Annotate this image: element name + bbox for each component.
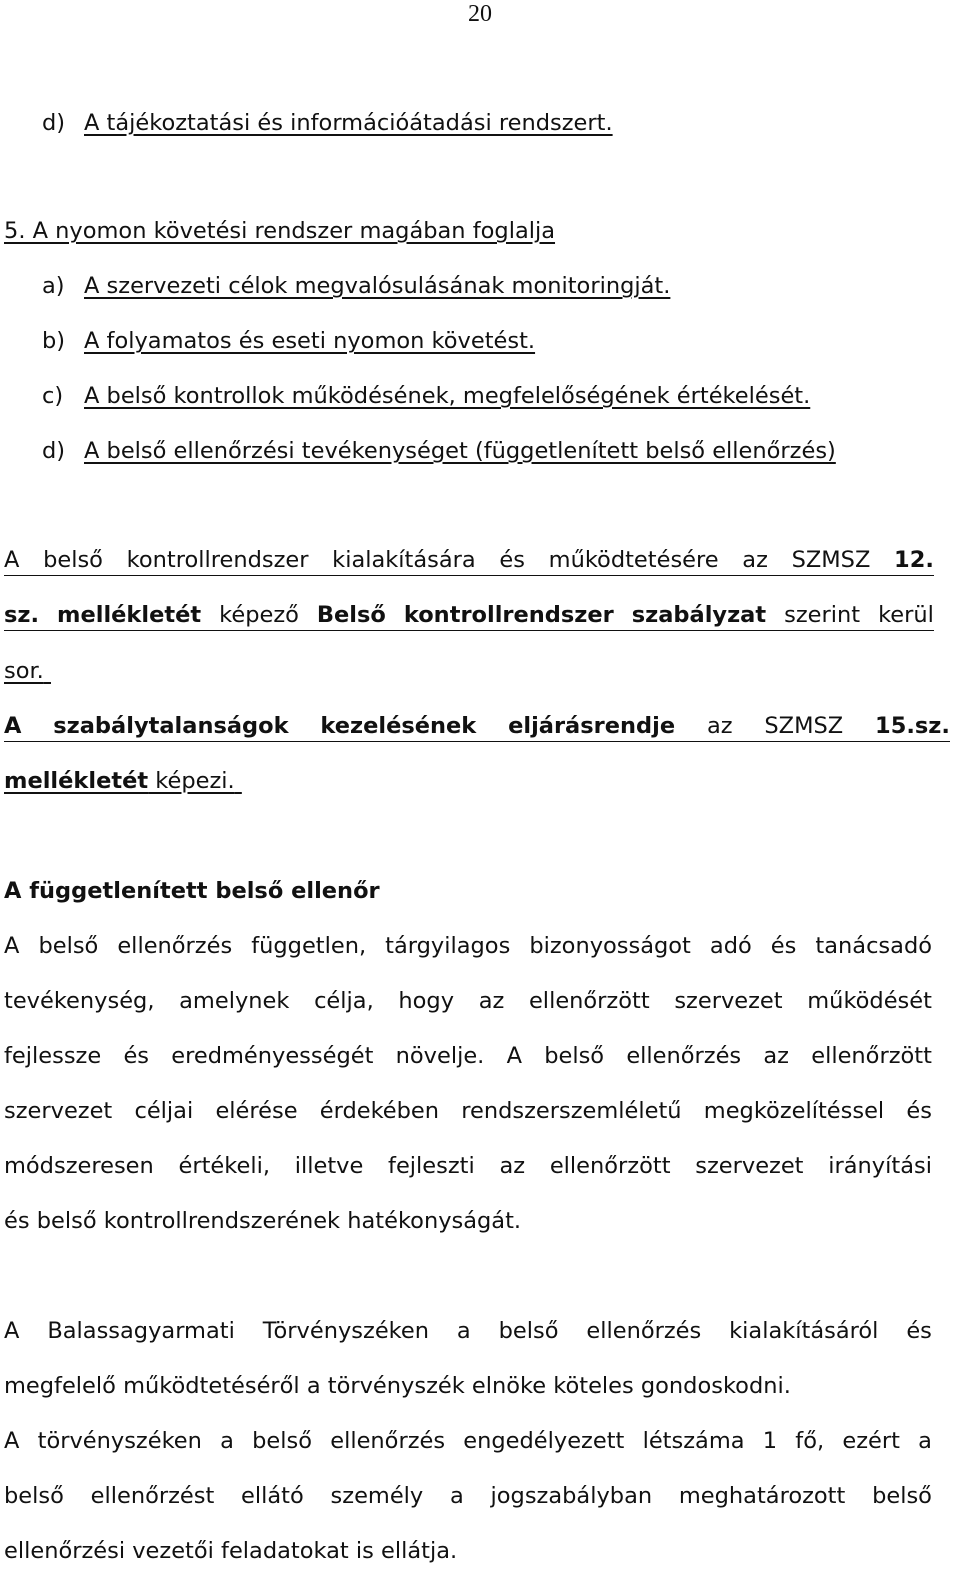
list-item-text: A folyamatos és eseti nyomon követést.: [84, 328, 536, 354]
word: az: [478, 988, 505, 1014]
word: céljai: [134, 1098, 194, 1124]
word: A: [4, 933, 20, 959]
page-number: 20: [468, 1, 492, 27]
list-item-b: [42, 326, 535, 356]
word: 12.: [894, 547, 934, 573]
kontroll-paragraph-line-2: [4, 600, 934, 631]
word: tevékenység,: [4, 988, 155, 1014]
szabalytalansag-paragraph-line-1: [4, 711, 950, 742]
word: belső: [43, 547, 103, 573]
word: 1: [762, 1428, 778, 1454]
word: célja,: [314, 988, 374, 1014]
word: a: [456, 1318, 471, 1344]
fuggetlenitett-line-4: [4, 1096, 932, 1126]
word: eljárásrendje: [508, 713, 676, 739]
list-marker: d): [42, 438, 66, 464]
word: kontrollrendszer: [403, 602, 614, 628]
word: az: [742, 547, 768, 573]
word: ellátó: [241, 1483, 304, 1509]
word: képezi.: [148, 768, 235, 794]
word: működtetésére: [548, 547, 719, 573]
word: amelynek: [179, 988, 290, 1014]
word: személy: [330, 1483, 424, 1509]
word: ezért: [842, 1428, 900, 1454]
list-marker: a): [42, 273, 65, 299]
word: az: [706, 713, 733, 739]
word: kerül: [878, 602, 934, 628]
word: a: [918, 1428, 932, 1454]
letszam-line-3: ellenőrzési vezetői feladatokat is ellátja.: [4, 1538, 458, 1564]
list-item-text: A tájékoztatási és információátadási rendszert.: [84, 110, 613, 136]
fuggetlenitett-line-6: és belső kontrollrendszerének hatékonyságát.: [4, 1208, 522, 1234]
fuggetlenitett-line-2: [4, 986, 932, 1016]
word: ellenőrzött: [528, 988, 650, 1014]
balassagyarmat-line-1: [4, 1316, 932, 1346]
word: működését: [807, 988, 932, 1014]
word: mellékletét: [57, 602, 202, 628]
word: kezelésének: [320, 713, 477, 739]
list-item-d-intro: [42, 108, 613, 138]
word: törvényszéken: [37, 1428, 202, 1454]
list-item-text: A szervezeti célok megvalósulásának monitoringját.: [84, 273, 671, 299]
word: meghatározott: [678, 1483, 846, 1509]
word: kialakításáról: [729, 1318, 879, 1344]
word: SZMSZ: [764, 713, 844, 739]
word: SZMSZ: [791, 547, 871, 573]
word: A: [4, 1428, 20, 1454]
word: és: [770, 933, 797, 959]
fuggetlenitett-line-3: [4, 1041, 932, 1071]
word: módszeresen: [4, 1153, 154, 1179]
list-item-text: A belső kontrollok működésének, megfelelőségének értékelését.: [84, 383, 811, 409]
word: a: [220, 1428, 234, 1454]
word: Belső: [316, 602, 386, 628]
word: ellenőrzés: [330, 1428, 446, 1454]
word: rendszerszemléletű: [461, 1098, 682, 1124]
word: ellenőrzött: [549, 1153, 671, 1179]
word: kialakítására: [332, 547, 476, 573]
word: illetve: [294, 1153, 364, 1179]
word: tárgyilagos: [385, 933, 511, 959]
word: fő,: [795, 1428, 825, 1454]
word: és: [906, 1318, 932, 1344]
word: és: [499, 547, 525, 573]
word: ellenőrzés: [117, 933, 233, 959]
list-marker: d): [42, 110, 66, 136]
list-item-c: [42, 381, 810, 411]
fuggetlenitett-heading: A függetlenített belső ellenőr: [4, 878, 380, 904]
word: engedélyezett: [463, 1428, 625, 1454]
word: az: [763, 1043, 789, 1069]
word: A: [4, 713, 22, 739]
word: fejleszti: [388, 1153, 475, 1179]
word: adó: [709, 933, 752, 959]
kontroll-paragraph-line-1: [4, 545, 934, 576]
list-marker: b): [42, 328, 66, 354]
word: szervezet: [4, 1098, 113, 1124]
word: belső: [872, 1483, 932, 1509]
word: jogszabályban: [490, 1483, 653, 1509]
word: szervezet: [674, 988, 783, 1014]
list-marker: c): [42, 383, 64, 409]
word: szerint: [784, 602, 861, 628]
word: szabályzat: [631, 602, 767, 628]
word: tanácsadó: [815, 933, 932, 959]
word: belső: [252, 1428, 313, 1454]
word: létszáma: [642, 1428, 745, 1454]
word: mellékletét: [4, 768, 149, 794]
word: kontrollrendszer: [126, 547, 309, 573]
fuggetlenitett-line-1: [4, 931, 932, 961]
word: fejlessze: [4, 1043, 102, 1069]
word: A: [4, 547, 20, 573]
word: független,: [251, 933, 367, 959]
word: Törvényszéken: [262, 1318, 429, 1344]
word: belső: [544, 1043, 605, 1069]
word: és: [906, 1098, 932, 1124]
word: megközelítéssel: [703, 1098, 885, 1124]
word: értékeli,: [178, 1153, 270, 1179]
word: hogy: [398, 988, 455, 1014]
word: Balassagyarmati: [47, 1318, 235, 1344]
word: A: [4, 1318, 20, 1344]
balassagyarmat-line-2: megfelelő működtetéséről a törvényszék elnöke köteles gondoskodni.: [4, 1373, 791, 1399]
section-5-heading: 5. A nyomon követési rendszer magában foglalja: [4, 218, 556, 244]
word: szabálytalanságok: [53, 713, 289, 739]
word: belső: [38, 933, 99, 959]
word: eredményességét: [171, 1043, 374, 1069]
list-item-d: [42, 436, 836, 466]
word: növelje.: [395, 1043, 485, 1069]
word: ellenőrzött: [811, 1043, 932, 1069]
word: ellenőrzés: [586, 1318, 702, 1344]
kontroll-paragraph-line-3: [4, 656, 51, 686]
fuggetlenitett-line-5: [4, 1151, 932, 1181]
word: érdekében: [319, 1098, 440, 1124]
word: a: [449, 1483, 464, 1509]
word: sor.: [4, 658, 44, 684]
list-item-a: [42, 271, 670, 301]
word: szervezet: [695, 1153, 804, 1179]
word: az: [499, 1153, 526, 1179]
word: ellenőrzést: [90, 1483, 215, 1509]
word: és: [123, 1043, 150, 1069]
word: elérése: [215, 1098, 298, 1124]
word: A: [506, 1043, 522, 1069]
word: irányítási: [828, 1153, 932, 1179]
list-item-text: A belső ellenőrzési tevékenységet (függetlenített belső ellenőrzés): [84, 438, 836, 464]
word: bizonyosságot: [529, 933, 691, 959]
word: belső: [498, 1318, 559, 1344]
word: ellenőrzés: [626, 1043, 742, 1069]
word: belső: [4, 1483, 64, 1509]
szabalytalansag-paragraph-line-2: [4, 766, 242, 796]
word: sz.: [4, 602, 40, 628]
word: 15.sz.: [875, 713, 950, 739]
word: képező: [219, 602, 299, 628]
letszam-line-2: [4, 1481, 932, 1511]
letszam-line-1: [4, 1426, 932, 1456]
